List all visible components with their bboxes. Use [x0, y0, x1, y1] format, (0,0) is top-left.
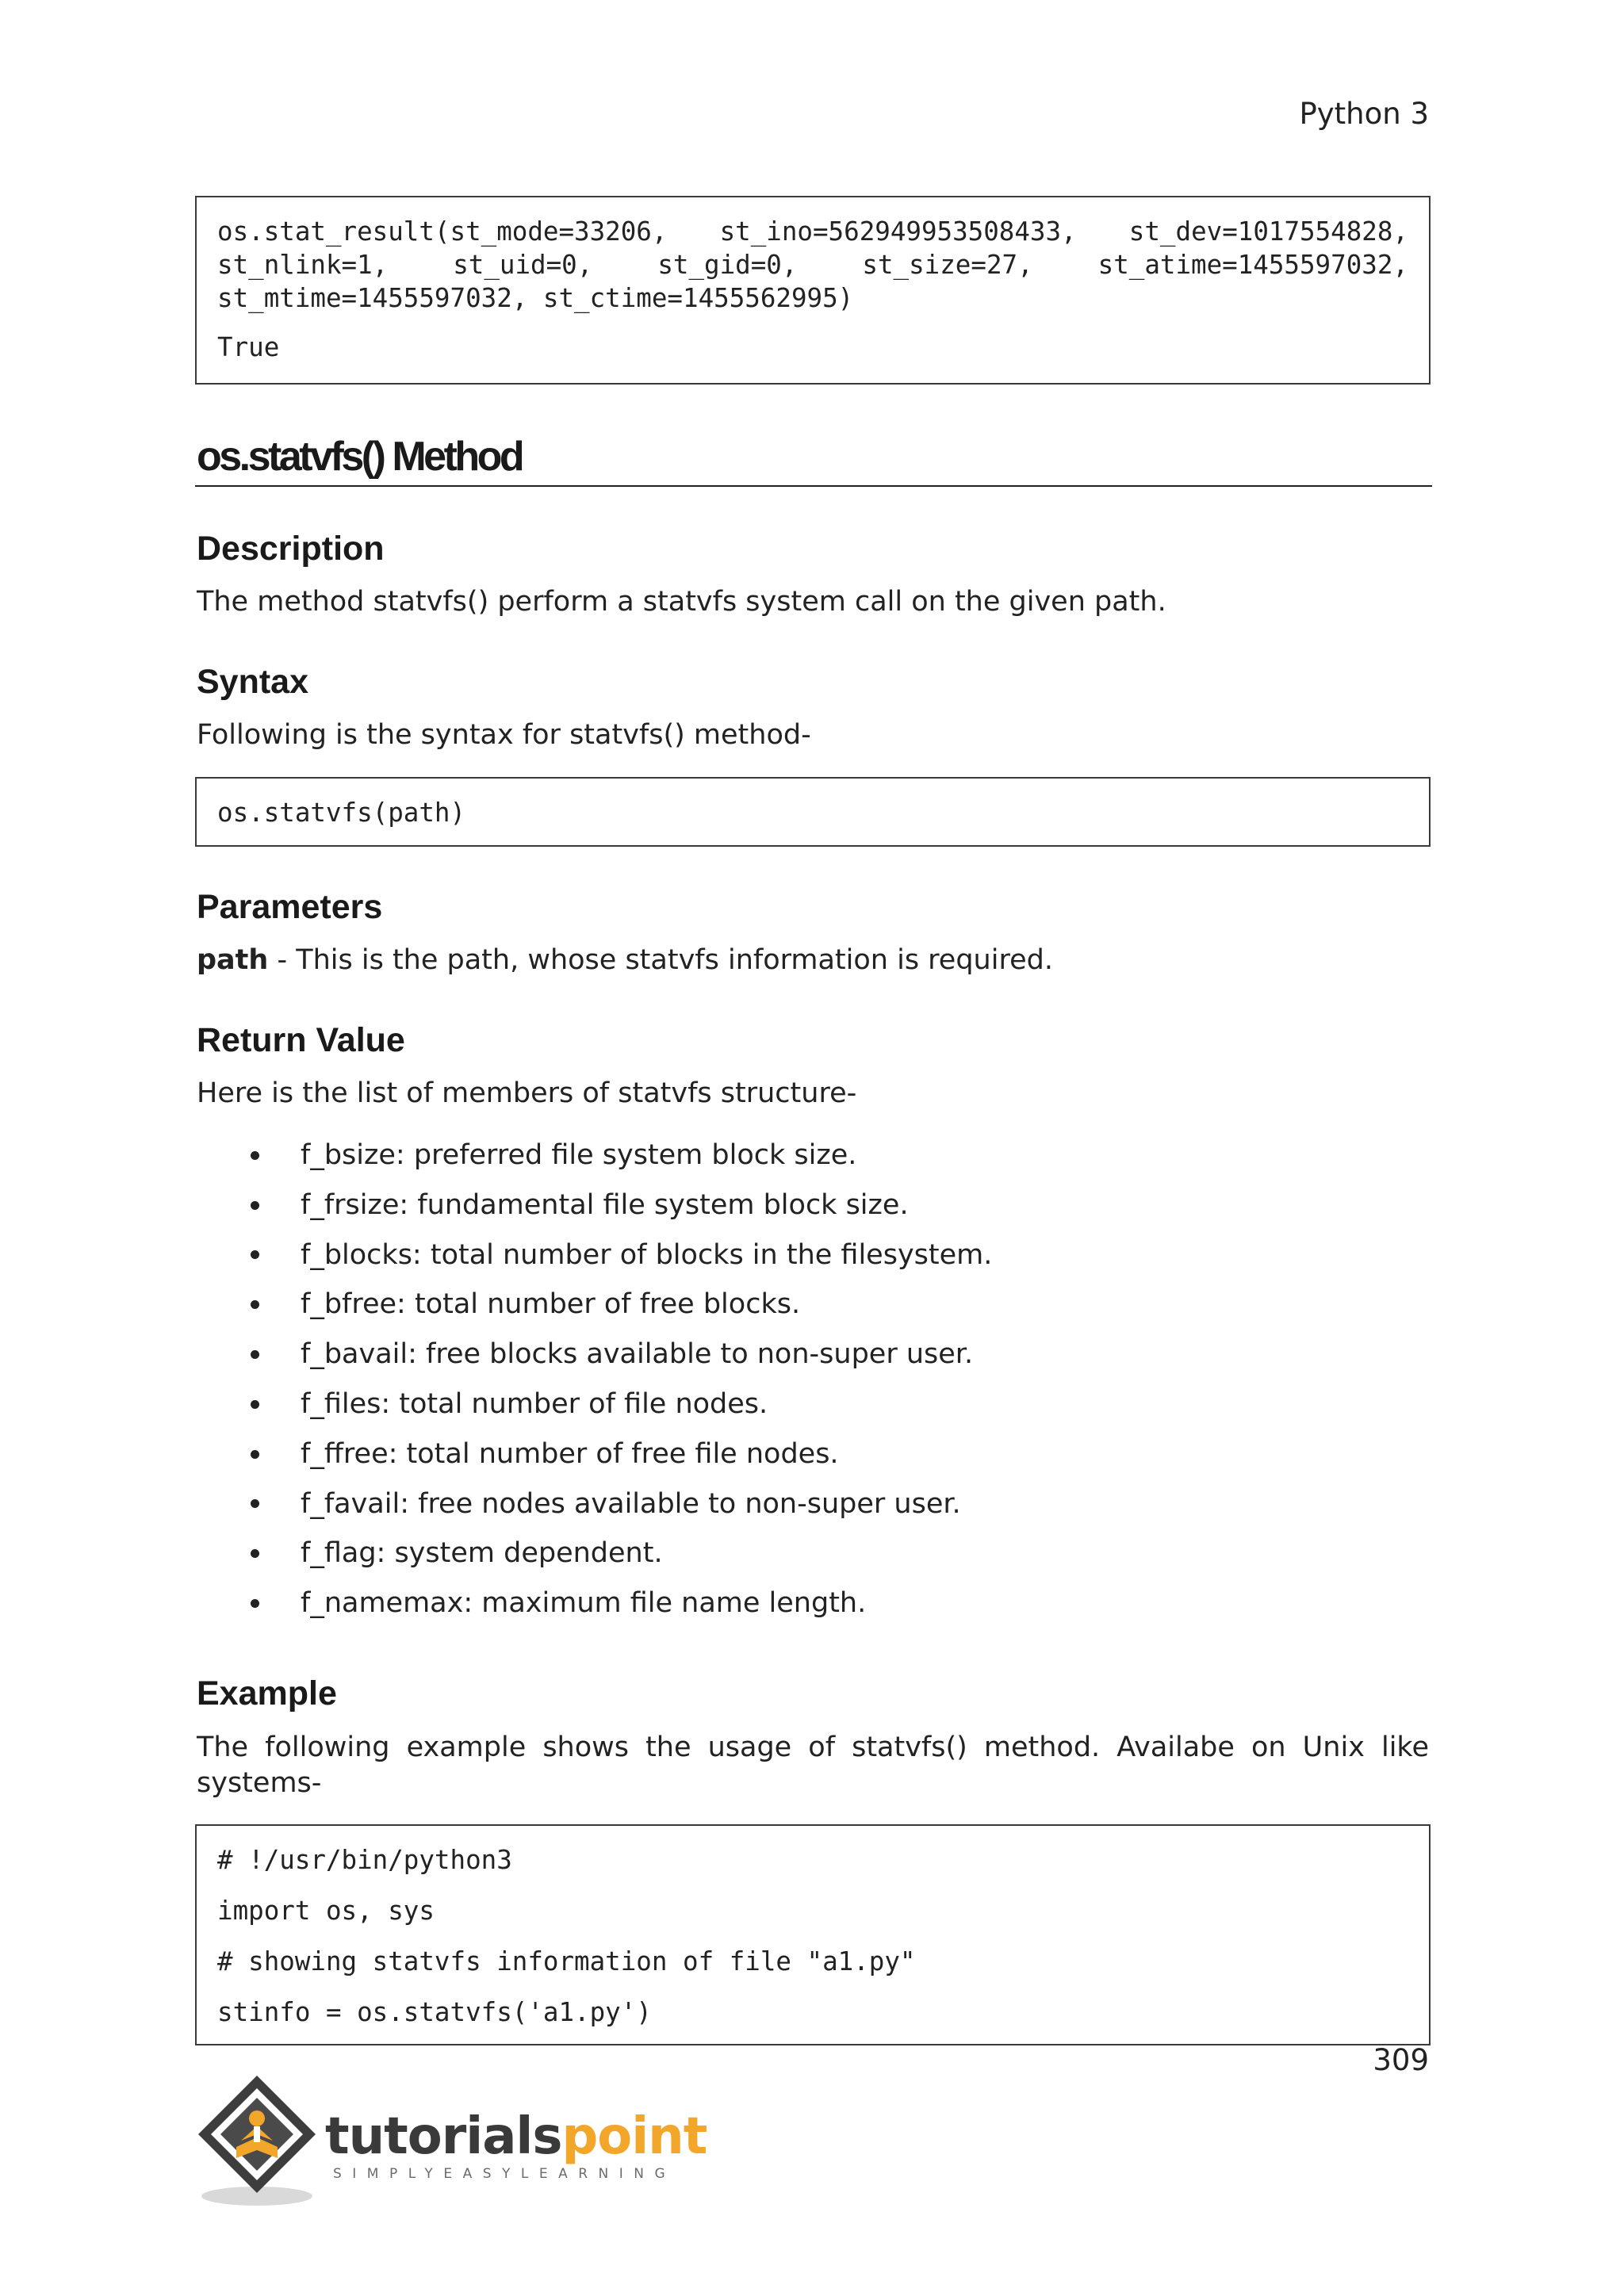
syntax-text: Following is the syntax for statvfs() method- — [197, 719, 811, 751]
parameter-name: path — [197, 944, 269, 976]
output-row-2 — [217, 248, 1408, 281]
output-token: st_uid=0, — [453, 250, 593, 280]
bullet-icon — [251, 1450, 259, 1459]
list-item — [197, 1181, 992, 1230]
example-word: the — [645, 1732, 691, 1763]
code-line: import os, sys — [217, 1896, 435, 1926]
logo-tagline: SIMPLYEASYLEARNING — [333, 2166, 676, 2182]
bullet-icon — [251, 1201, 259, 1210]
output-code-block — [195, 196, 1431, 385]
logo-diamond-icon — [193, 2071, 328, 2214]
parameter-line — [197, 944, 1053, 976]
tutorialspoint-logo — [193, 2071, 707, 2214]
list-item — [197, 1429, 992, 1479]
parameter-description: - This is the path, whose statvfs information is required. — [268, 944, 1053, 976]
syntax-code: os.statvfs(path) — [217, 798, 466, 828]
output-token: st_ino=562949953508433, — [719, 216, 1077, 247]
output-token: st_gid=0, — [657, 250, 798, 280]
code-line: # !/usr/bin/python3 — [217, 1845, 512, 1875]
logo-text-dark: tutorials — [325, 2107, 562, 2166]
list-item-text: f_favail: free nodes available to non-super user. — [301, 1487, 961, 1520]
example-word: following — [265, 1732, 390, 1763]
bullet-icon — [251, 1549, 259, 1558]
logo-text-accent: point — [561, 2107, 707, 2166]
example-code-block — [195, 1824, 1431, 2045]
bullet-icon — [251, 1599, 259, 1608]
running-header: Python 3 — [1299, 97, 1429, 131]
example-word: example — [406, 1732, 527, 1763]
page-number: 309 — [1373, 2043, 1429, 2077]
bullet-icon — [251, 1350, 259, 1359]
output-row-1 — [217, 215, 1408, 248]
example-word: on — [1251, 1732, 1286, 1763]
parameters-heading: Parameters — [197, 888, 383, 926]
return-value-text: Here is the list of members of statvfs structure- — [197, 1077, 857, 1109]
return-value-heading: Return Value — [197, 1021, 405, 1059]
list-item — [197, 1578, 992, 1628]
bullet-icon — [251, 1250, 259, 1259]
bullet-icon — [251, 1151, 259, 1160]
output-row-3 — [217, 281, 1408, 315]
example-word: shows — [542, 1732, 630, 1763]
description-text: The method statvfs() perform a statvfs system call on the given path. — [197, 586, 1166, 618]
bullet-icon — [251, 1400, 259, 1409]
example-heading: Example — [197, 1674, 337, 1712]
syntax-code-block — [195, 777, 1431, 847]
output-token: st_atime=1455597032, — [1097, 250, 1408, 280]
list-item-text: f_files: total number of file nodes. — [301, 1387, 768, 1420]
list-item-text: f_bsize: preferred file system block size. — [301, 1139, 857, 1171]
list-item — [197, 1330, 992, 1380]
output-token: os.stat_result(st_mode=33206, — [217, 216, 668, 247]
code-line: stinfo = os.statvfs('a1.py') — [217, 1997, 652, 2027]
logo-wordmark — [325, 2107, 707, 2166]
example-word: of — [808, 1732, 836, 1763]
list-item-text: f_frsize: fundamental file system block size. — [301, 1188, 909, 1221]
statvfs-members-list — [197, 1131, 992, 1628]
code-line: # showing statvfs information of file "a1.py" — [217, 1946, 916, 1976]
output-token: st_mtime=1455597032, st_ctime=1455562995) — [217, 283, 854, 313]
output-result: True — [217, 332, 280, 362]
example-word: Unix — [1302, 1732, 1365, 1763]
output-token: st_size=27, — [862, 250, 1033, 280]
example-word: method. — [983, 1732, 1101, 1763]
example-word: like — [1381, 1732, 1429, 1763]
list-item — [197, 1380, 992, 1429]
list-item — [197, 1529, 992, 1578]
example-text-line-2: systems- — [197, 1767, 322, 1799]
example-word: The — [197, 1732, 249, 1763]
section-title: os.statvfs() Method — [197, 434, 523, 480]
output-token: st_nlink=1, — [217, 250, 389, 280]
section-divider — [195, 485, 1432, 487]
syntax-heading: Syntax — [197, 663, 309, 701]
bullet-icon — [251, 1499, 259, 1508]
list-item — [197, 1280, 992, 1330]
list-item-text: f_blocks: total number of blocks in the filesystem. — [301, 1238, 993, 1271]
list-item — [197, 1479, 992, 1529]
list-item-text: f_flag: system dependent. — [301, 1537, 663, 1570]
output-token: st_dev=1017554828, — [1128, 216, 1408, 247]
list-item — [197, 1230, 992, 1280]
example-word: statvfs() — [852, 1732, 967, 1763]
bullet-icon — [251, 1300, 259, 1309]
list-item-text: f_bavail: free blocks available to non-super user. — [301, 1338, 974, 1371]
example-text-line-1 — [197, 1732, 1429, 1763]
list-item-text: f_ffree: total number of free file nodes. — [301, 1437, 839, 1470]
example-word: usage — [707, 1732, 792, 1763]
list-item-text: f_bfree: total number of free blocks. — [301, 1288, 801, 1321]
list-item — [197, 1131, 992, 1181]
description-heading: Description — [197, 530, 385, 568]
list-item-text: f_namemax: maximum file name length. — [301, 1587, 867, 1620]
example-word: Availabe — [1116, 1732, 1235, 1763]
